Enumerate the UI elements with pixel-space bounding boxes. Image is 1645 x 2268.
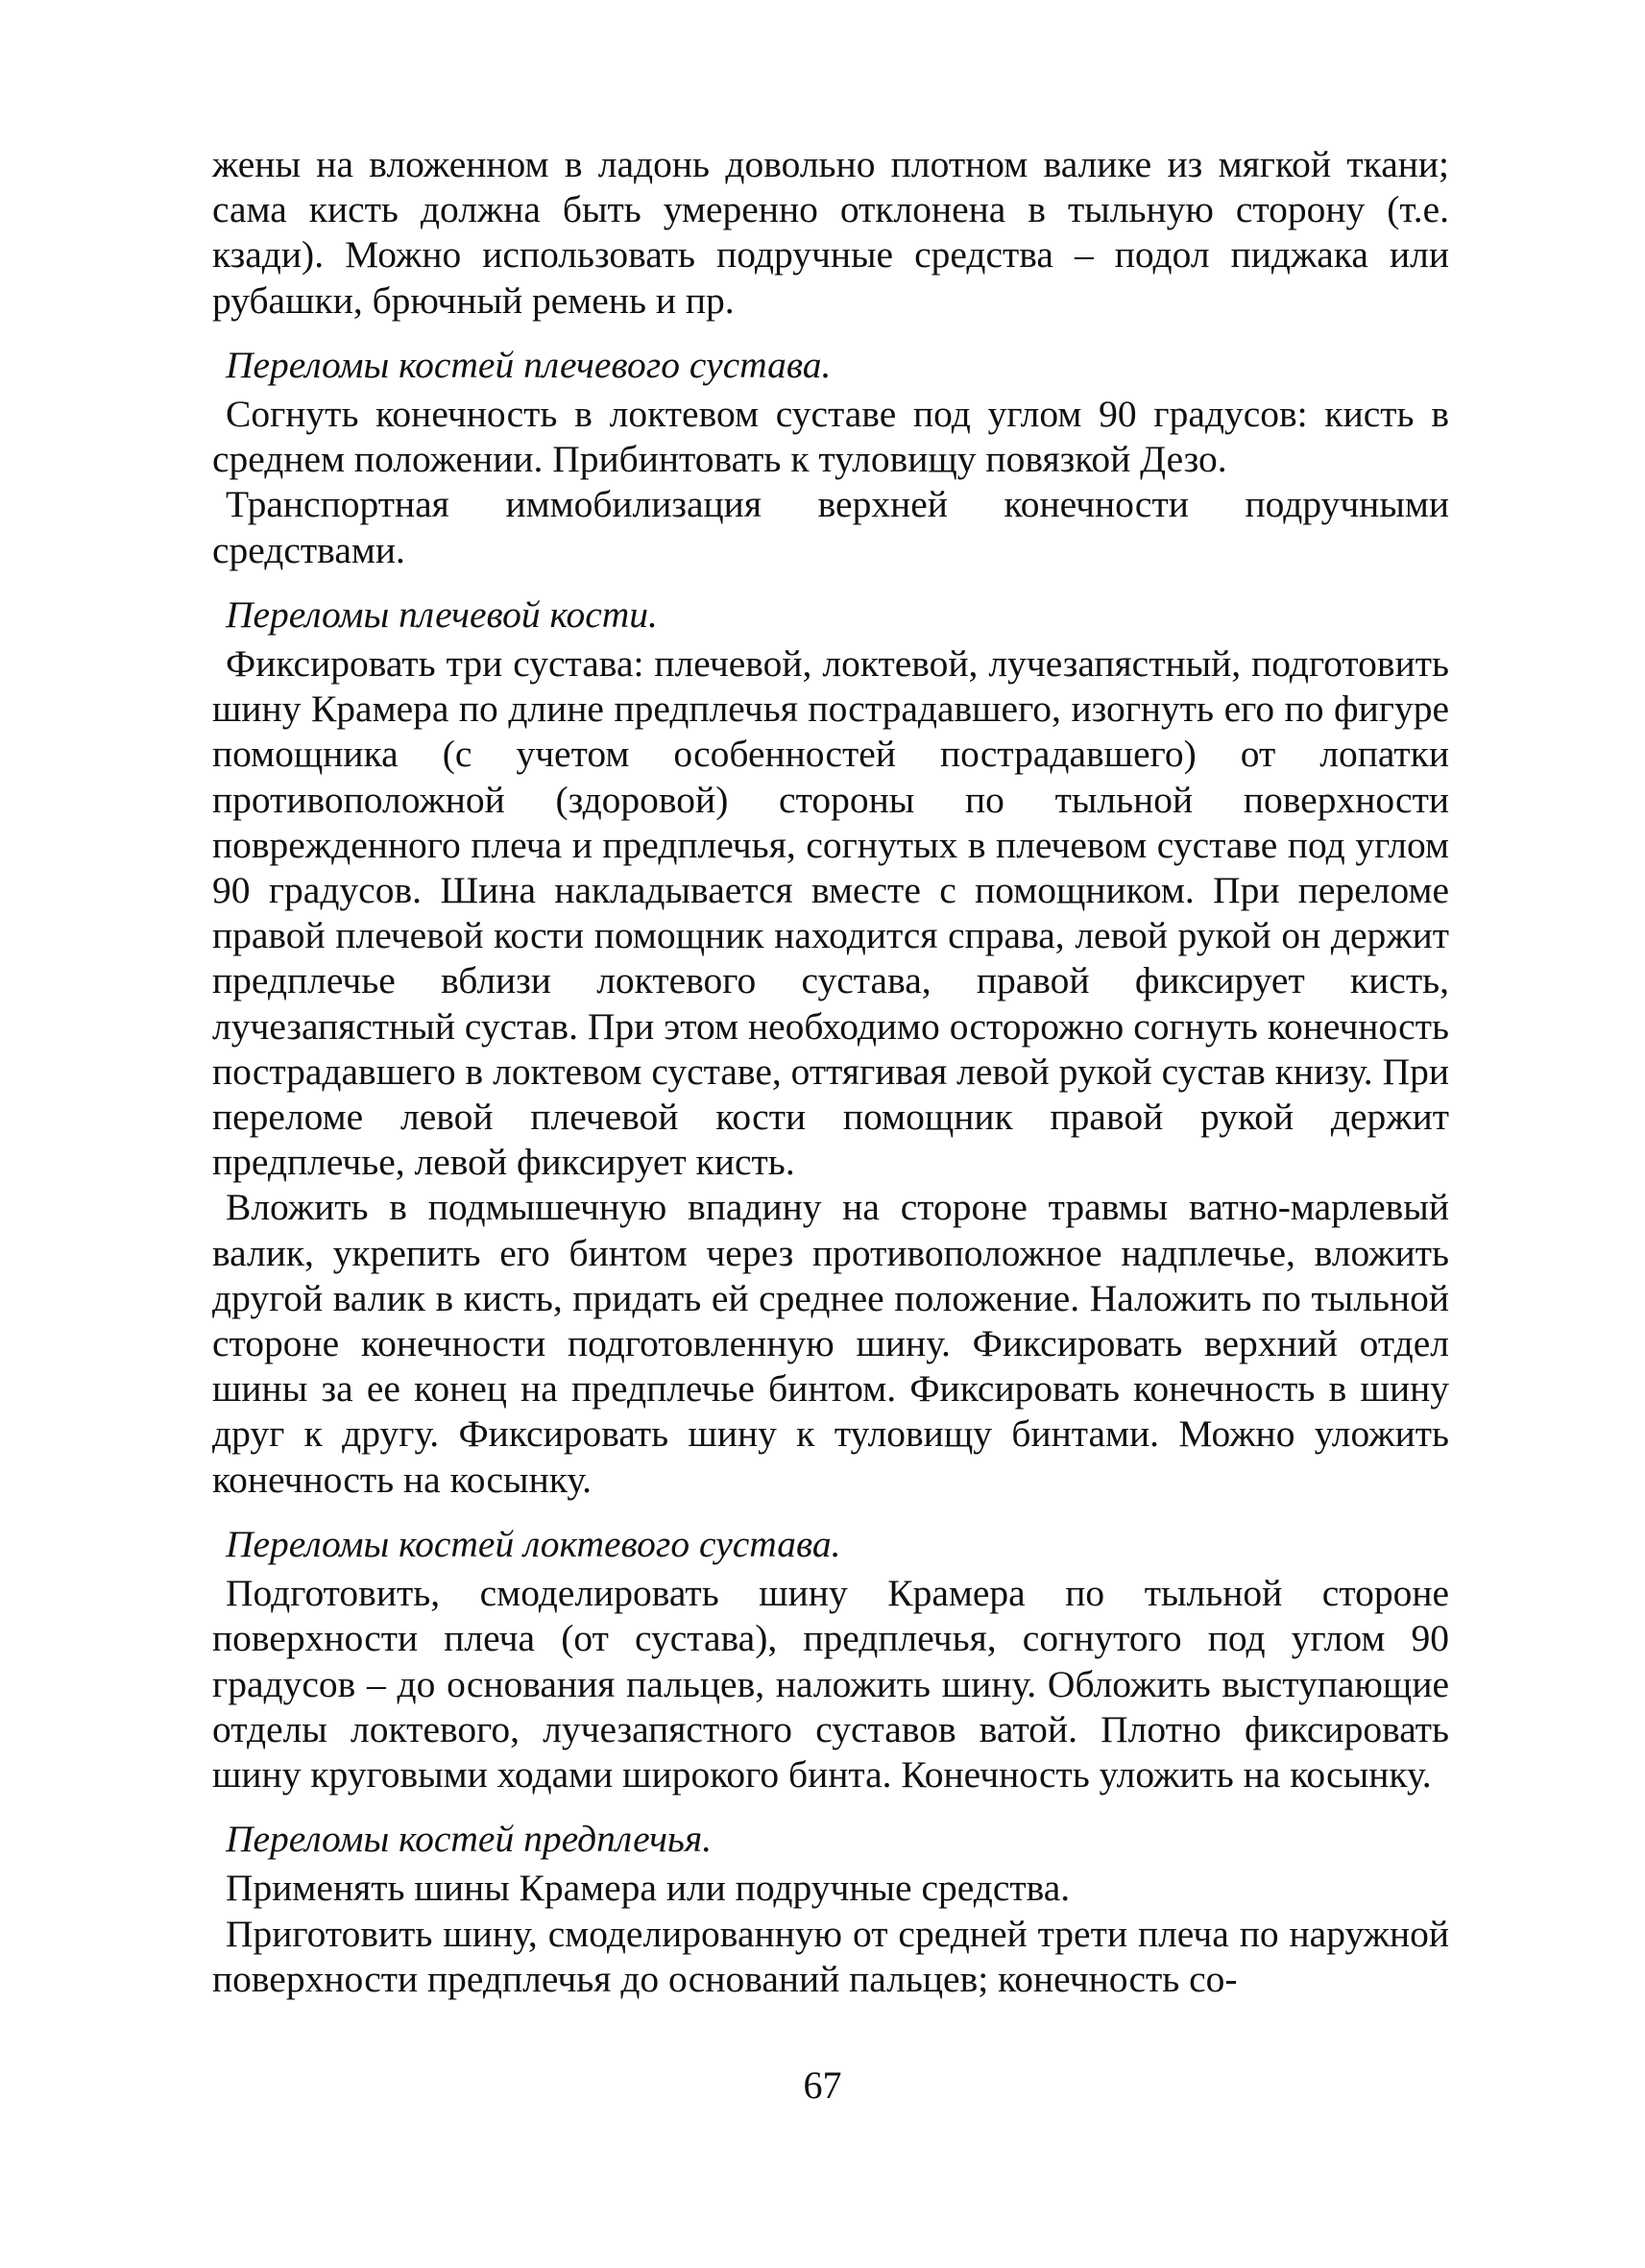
section-heading-forearm: Переломы костей предплечья.	[226, 1818, 713, 1861]
paragraph: Вложить в подмышечную впадину на стороне травмы ватно-марлевый валик, укрепить его бинтом через противоположное надплечье, вложить другой валик в кисть, придать ей среднее положение. Наложить по тыльной стороне конечности подготовленную шину. Фиксировать верхний отдел шины за ее конец на предплечье бинтом. Фиксировать конечность в шину друг к другу. Фиксировать шину к туловищу бинтами. Можно уложить конечность на косынку.	[212, 1186, 1449, 1501]
section-heading-humerus: Переломы плечевой кости.	[226, 592, 658, 636]
page-body	[212, 142, 1449, 2002]
paragraph: Подготовить, смоделировать шину Крамера по тыльной стороне поверхности плеча (от сустава), предплечья, согнутого под углом 90 градусов – до основания пальцев, наложить шину. Обложить выступающие отделы локтевого, лучезапястного суставов ватой. Плотно фиксировать шину круговыми ходами широкого бинта. Конечность уложить на косынку.	[212, 1572, 1449, 1796]
section-heading-shoulder-joint: Переломы костей плечевого сустава.	[226, 343, 832, 386]
page-number: 67	[803, 2063, 842, 2107]
paragraph: Фиксировать три сустава: плечевой, локтевой, лучезапястный, подготовить шину Крамера по длине предплечья пострадавшего, изогнуть его по фигуре помощника (с учетом особенностей пострадавшего) от лопатки противоположной (здоровой) стороны по тыльной поверхности поврежденного плеча и предплечья, согнутых в плечевом суставе под углом 90 градусов. Шина накладывается вместе с помощником. При переломе правой плечевой кости помощник находится справа, левой рукой он держит предплечье вблизи локтевого сустава, правой фиксирует кисть, лучезапястный сустав. При этом необходимо осторожно согнуть конечность пострадавшего в локтевом суставе, оттягивая левой рукой сустав книзу. При переломе левой плечевой кости помощник правой рукой держит предплечье, левой фиксирует кисть.	[212, 642, 1449, 1184]
paragraph: Приготовить шину, смоделированную от средней трети плеча по наружной поверхности предплечья до оснований пальцев; конечность со-	[212, 1912, 1449, 2000]
paragraph: Применять шины Крамера или подручные средства.	[226, 1867, 1071, 1910]
paragraph: Согнуть конечность в локтевом суставе под углом 90 градусов: кисть в среднем положении. Прибинтовать к туловищу повязкой Дезо.	[212, 393, 1449, 481]
paragraph-continuation: жены на вложенном в ладонь довольно плотном валике из мягкой ткани; сама кисть должна быть умеренно отклонена в тыльную сторону (т.е. кзади). Можно использовать подручные средства – подол пиджака или рубашки, брючный ремень и пр.	[212, 143, 1449, 322]
paragraph: Транспортная иммобилизация верхней конечности подручными средствами.	[212, 483, 1449, 571]
section-heading-elbow-joint: Переломы костей локтевого сустава.	[226, 1522, 841, 1565]
